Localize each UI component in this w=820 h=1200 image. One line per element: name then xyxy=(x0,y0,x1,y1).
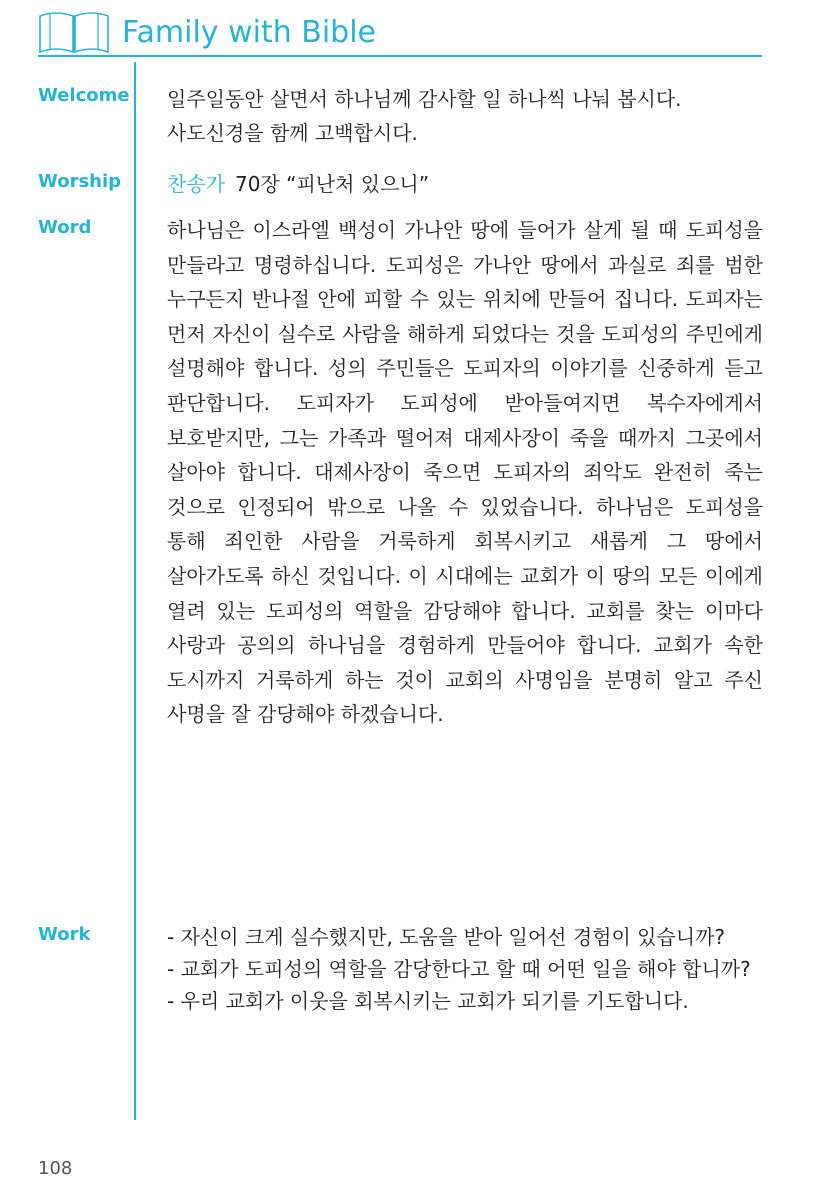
welcome-line: 일주일동안 살면서 하나님께 감사할 일 하나씩 나눠 봅시다. xyxy=(167,87,682,111)
hymn-title: 70장 “피난처 있으니” xyxy=(234,172,430,196)
column-divider xyxy=(134,62,136,1120)
page-number: 108 xyxy=(38,1158,73,1179)
work-item: - 우리 교회가 이웃을 회복시키는 교회가 되기를 기도합니다. xyxy=(167,989,689,1013)
word-paragraph: 하나님은 이스라엘 백성이 가나안 땅에 들어가 살게 될 때 도피성을 만들라고 명령하십니다. 도피성은 가나안 땅에서 과실로 죄를 범한 누구든지 반나절 안에 피할 수 있는 위치에 만들어 집니다. 도피자는 먼저 자신이 실수로 사람을 해하게 되었다는 것을 도피성의 주민에게 설명해야 합니다. 성의 주민들은 도피자의 이야기를 신중하게 듣고 판단합니다. 도피자가 도피성에 받아들여지면 복수자에게서 보호받지만, 그는 가족과 떨어져 대제사장이 죽을 때까지 그곳에서 살아야 합니다. 대제사장이 죽으면 도피자의 죄악도 완전히 죽는 것으로 인정되어 밖으로 나올 수 있었습니다. 하나님은 도피성을 통해 죄인한 사람을 거룩하게 회복시키고 새롭게 그 땅에서 살아가도록 하신 것입니다. 이 시대에는 교회가 이 땅의 모든 이에게 열려 있는 도피성의 역할을 감당해야 합니다. 교회를 찾는 이마다 사랑과 공의의 하나님을 경험하게 만들어야 합니다. 교회가 속한 도시까지 거룩하게 하는 것이 교회의 사명임을 분명히 알고 주신 사명을 잘 감당해야 하겠습니다. xyxy=(167,218,763,727)
page-title: Family with Bible xyxy=(122,15,377,50)
hymn-label: 찬송가 xyxy=(167,172,225,196)
page-header xyxy=(38,10,762,56)
welcome-content xyxy=(167,82,763,150)
section-label-worship: Worship xyxy=(38,171,122,192)
welcome-line: 사도신경을 함께 고백합시다. xyxy=(167,121,418,145)
section-label-work: Work xyxy=(38,924,91,945)
section-label-word: Word xyxy=(38,217,92,238)
work-content xyxy=(167,921,763,1017)
section-label-welcome: Welcome xyxy=(38,85,130,106)
open-book-icon xyxy=(38,10,110,54)
work-item: - 자신이 크게 실수했지만, 도움을 받아 일어선 경험이 있습니까? xyxy=(167,925,726,949)
worship-content xyxy=(167,167,763,201)
header-divider xyxy=(38,55,762,57)
work-item: - 교회가 도피성의 역할을 감당한다고 할 때 어떤 일을 해야 합니까? xyxy=(167,957,751,981)
